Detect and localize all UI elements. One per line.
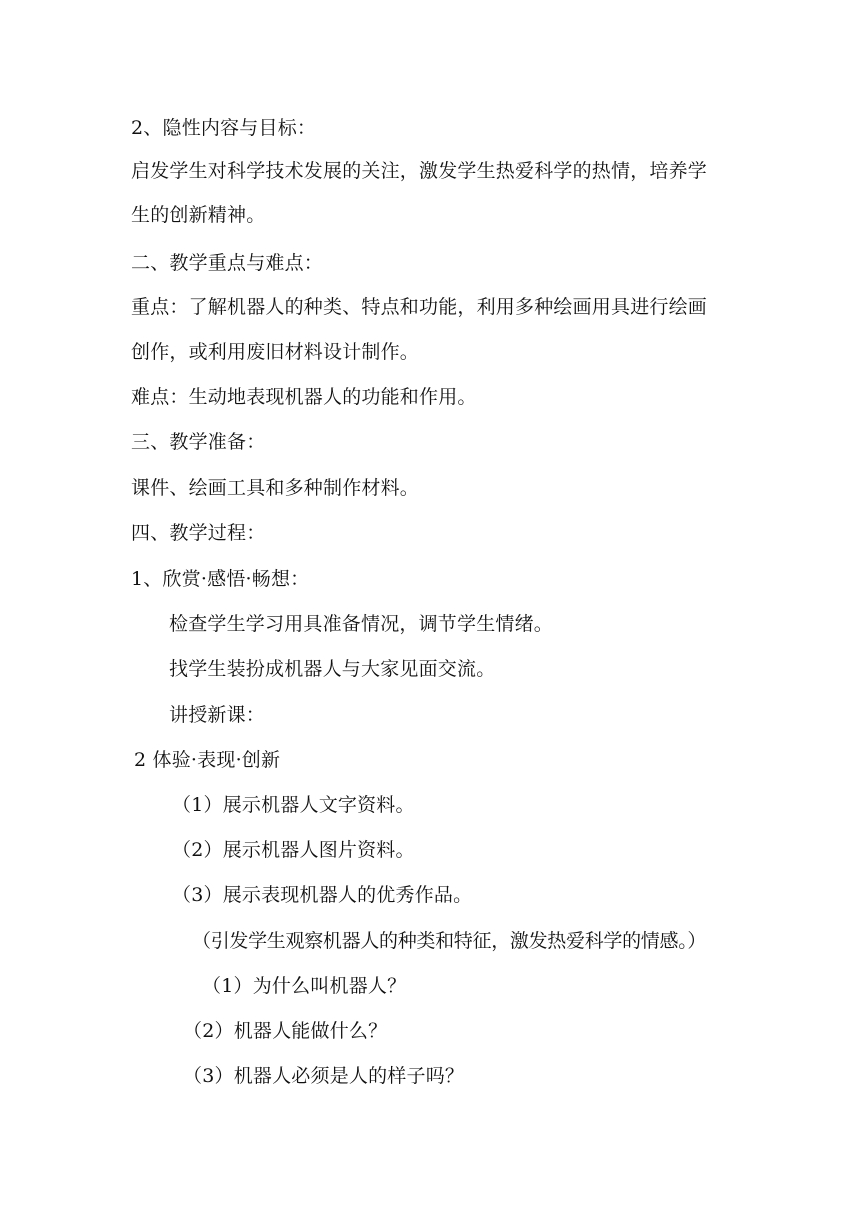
paragraph-line: 创作，或利用废旧材料设计制作。: [131, 341, 420, 363]
paragraph-line: 找学生装扮成机器人与大家见面交流。: [169, 658, 496, 680]
question-item: （1）为什么叫机器人？: [202, 975, 407, 997]
question-item: （2）机器人能做什么？: [183, 1020, 388, 1042]
paragraph-line: 生的创新精神。: [131, 204, 266, 226]
list-item: （3）展示表现机器人的优秀作品。: [172, 884, 473, 906]
paragraph-line: 难点：生动地表现机器人的功能和作用。: [131, 386, 477, 408]
section-heading-preparation: 三、教学准备：: [131, 431, 266, 453]
section-heading-implicit-goals: 2、隐性内容与目标：: [131, 117, 317, 139]
paragraph-line: 讲授新课：: [169, 704, 266, 726]
section-heading-process: 四、教学过程：: [131, 522, 266, 544]
paragraph-line: 重点：了解机器人的种类、特点和功能，利用多种绘画用具进行绘画: [131, 296, 708, 318]
subsection-heading-experience: 2 体验·表现·创新: [134, 749, 281, 771]
section-heading-key-points: 二、教学重点与难点：: [131, 252, 324, 274]
paragraph-note: （引发学生观察机器人的种类和特征，激发热爱科学的情感。）: [192, 930, 707, 952]
list-item: （1）展示机器人文字资料。: [172, 794, 415, 816]
subsection-heading-appreciate: 1、欣赏·感悟·畅想：: [131, 568, 310, 590]
question-item: （3）机器人必须是人的样子吗？: [183, 1065, 465, 1087]
paragraph-line: 课件、绘画工具和多种制作材料。: [131, 477, 420, 499]
paragraph-line: 启发学生对科学技术发展的关注，激发学生热爱科学的热情，培养学: [131, 160, 708, 182]
list-item: （2）展示机器人图片资料。: [172, 839, 415, 861]
paragraph-line: 检查学生学习用具准备情况，调节学生情绪。: [169, 613, 554, 635]
